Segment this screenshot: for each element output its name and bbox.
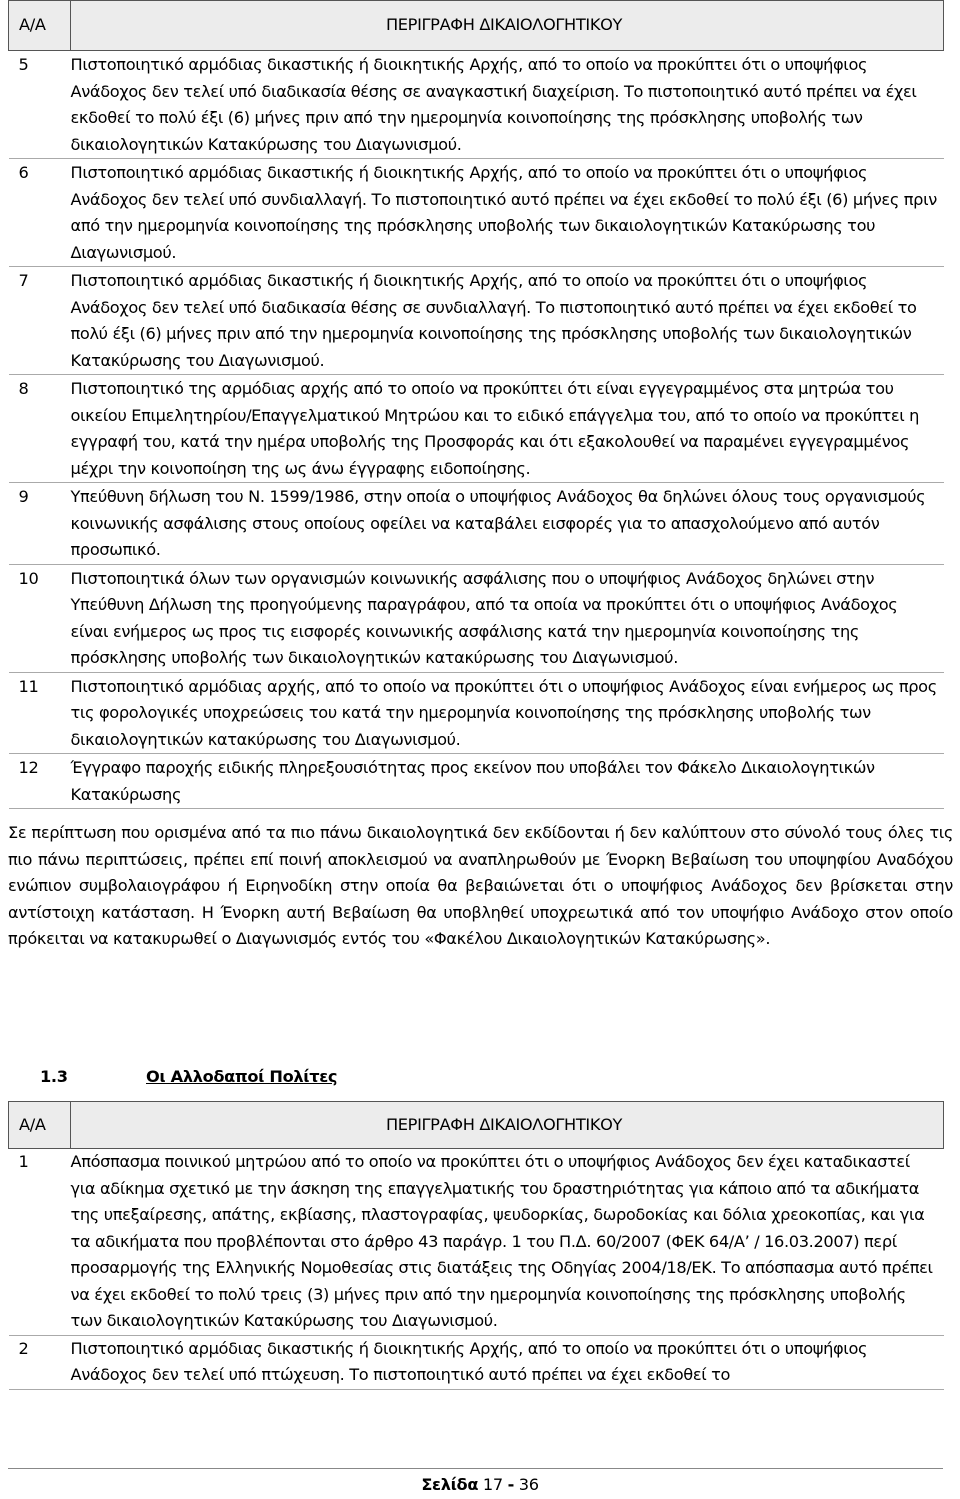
- page-separator: -: [507, 1475, 514, 1494]
- row-description: Πιστοποιητικό αρμόδιας δικαστικής ή διοικητικής Αρχής, από το οποίο να προκύπτει ότι ο υποψήφιος Ανάδοχος δεν τελεί υπό συνδιαλλαγή. Το πιστοποιητικό αυτό πρέπει να έχει εκδοθεί το πολύ έξι (6) μήνες πριν από την ημερομηνία κοινοποίησης της πρόσκλησης υποβολής των δικαιολογητικών Κατακύρωσης του Διαγωνισμού.: [71, 159, 944, 267]
- row-number: 1: [9, 1149, 71, 1336]
- table-header-row: [9, 1102, 944, 1149]
- row-description: Πιστοποιητικό της αρμόδιας αρχής από το οποίο να προκύπτει ότι είναι εγγεγραμμένος στα μητρώα του οικείου Επιμελητηρίου/Επαγγελματικού Μητρώου και το ειδικό επάγγελμα του, από το οποίο να προκύπτει η εγγραφή του, κατά την ημέρα υποβολής της Προσφοράς και ότι εξακολουθεί να παραμένει εγγεγραμμένος μέχρι την κοινοποίηση της ως άνω έγγραφης ειδοποίησης.: [71, 375, 944, 483]
- table-header-row: [9, 1, 944, 51]
- row-description: Έγγραφο παροχής ειδικής πληρεξουσιότητας προς εκείνον που υποβάλει τον Φάκελο Δικαιολογητικών Κατακύρωσης: [71, 754, 944, 809]
- row-number: 5: [9, 51, 71, 159]
- table-row: [9, 375, 944, 483]
- requirements-table: [8, 0, 944, 809]
- row-number: 6: [9, 159, 71, 267]
- table-row: [9, 1149, 944, 1336]
- row-number: 7: [9, 267, 71, 375]
- section-title: Οι Αλλοδαποί Πολίτες: [146, 1067, 338, 1086]
- row-description: Πιστοποιητικά όλων των οργανισμών κοινωνικής ασφάλισης που ο υποψήφιος Ανάδοχος δηλώνει στην Υπεύθυνη Δήλωση της προηγούμενης παραγράφου, από τα οποία να προκύπτει ότι ο υποψήφιος Ανάδοχος είναι ενήμερος ως προς τις εισφορές κοινωνικής ασφάλισης κατά την ημερομηνία κοινοποίησης της πρόσκλησης υποβολής των δικαιολογητικών κατακύρωσης του Διαγωνισμού.: [71, 564, 944, 672]
- row-number: 9: [9, 483, 71, 565]
- row-number: 8: [9, 375, 71, 483]
- row-number: 11: [9, 672, 71, 754]
- table-row: [9, 483, 944, 565]
- footer-divider: [8, 1468, 943, 1469]
- row-number: 10: [9, 564, 71, 672]
- section-number: 1.3: [40, 1067, 68, 1086]
- row-description: Πιστοποιητικό αρμόδιας δικαστικής ή διοικητικής Αρχής, από το οποίο να προκύπτει ότι ο υποψήφιος Ανάδοχος δεν τελεί υπό διαδικασία θέσης σε αναγκαστική διαχείριση. Το πιστοποιητικό αυτό πρέπει να έχει εκδοθεί το πολύ έξι (6) μήνες πριν από την ημερομηνία κοινοποίησης της πρόσκλησης υποβολής των δικαιολογητικών Κατακύρωσης του Διαγωνισμού.: [71, 51, 944, 159]
- header-num: Α/Α: [9, 1102, 71, 1149]
- row-description: Απόσπασμα ποινικού μητρώου από το οποίο να προκύπτει ότι ο υποψήφιος Ανάδοχος δεν έχει καταδικαστεί για αδίκημα σχετικό με την άσκηση της επαγγελματικής του δραστηριότητας για κάποιο από τα αδικήματα της υπεξαίρεσης, απάτης, εκβίασης, πλαστογραφίας, ψευδορκίας, δωροδοκίας και δόλια χρεοκοπίας, και για τα αδικήματα που προβλέπονται στο άρθρο 43 παράγρ. 1 του Π.Δ. 60/2007 (ΦΕΚ 64/Α’ / 16.03.2007) περί προσαρμογής της Ελληνικής Νομοθεσίας στις διατάξεις της Οδηγίας 2004/18/ΕΚ. Το απόσπασμα αυτό πρέπει να έχει εκδοθεί το πολύ τρεις (3) μήνες πριν από την ημερομηνία κοινοποίησης της πρόσκλησης υποβολής των δικαιολογητικών Κατακύρωσης του Διαγωνισμού.: [71, 1149, 944, 1336]
- row-description: Υπεύθυνη δήλωση του Ν. 1599/1986, στην οποία ο υποψήφιος Ανάδοχος θα δηλώνει όλους τους οργανισμούς κοινωνικής ασφάλισης στους οποίους οφείλει να καταβάλει εισφορές για το απασχολούμενο από αυτόν προσωπικό.: [71, 483, 944, 565]
- row-description: Πιστοποιητικό αρμόδιας δικαστικής ή διοικητικής Αρχής, από το οποίο να προκύπτει ότι ο υποψήφιος Ανάδοχος δεν τελεί υπό διαδικασία θέσης σε συνδιαλλαγή. Το πιστοποιητικό αυτό πρέπει να έχει εκδοθεί το πολύ έξι (6) μήνες πριν από την ημερομηνία κοινοποίησης της πρόσκλησης υποβολής των δικαιολογητικών Κατακύρωσης του Διαγωνισμού.: [71, 267, 944, 375]
- table-row: [9, 564, 944, 672]
- table-row: [9, 159, 944, 267]
- row-description: Πιστοποιητικό αρμόδιας δικαστικής ή διοικητικής Αρχής, από το οποίο να προκύπτει ότι ο υποψήφιος Ανάδοχος δεν τελεί υπό πτώχευση. Το πιστοποιητικό αυτό πρέπει να έχει εκδοθεί το: [71, 1335, 944, 1389]
- row-description: Πιστοποιητικό αρμόδιας αρχής, από το οποίο να προκύπτει ότι ο υποψήφιος Ανάδοχος είναι ενήμερος ως προς τις φορολογικές υποχρεώσεις του κατά την ημερομηνία κοινοποίησης της πρόσκλησης υποβολής των δικαιολογητικών κατακύρωσης του Διαγωνισμού.: [71, 672, 944, 754]
- table-row: [9, 51, 944, 159]
- note-paragraph: Σε περίπτωση που ορισμένα από τα πιο πάνω δικαιολογητικά δεν εκδίδονται ή δεν καλύπτουν στο σύνολό τους όλες τις πιο πάνω περιπτώσεις, πρέπει επί ποινή αποκλεισμού να αναπληρωθούν με Ένορκη Βεβαίωση του υποψηφίου Αναδόχου ενώπιον συμβολαιογράφου ή Ειρηνοδίκη στην οποία θα βεβαιώνεται ότι ο υποψήφιος Ανάδοχος δεν βρίσκεται στην αντίστοιχη κατάσταση. Η Ένορκη αυτή Βεβαίωση θα υποβληθεί υποχρεωτικά από τον υποψήφιο Ανάδοχο στον οποίο πρόκειται να κατακυρωθεί ο Διαγωνισμός εντός του «Φακέλου Δικαιολογητικών Κατακύρωσης».: [8, 823, 953, 948]
- foreign-citizens-table: [8, 1101, 944, 1390]
- page-label: Σελίδα: [421, 1475, 479, 1494]
- header-desc: ΠΕΡΙΓΡΑΦΗ ΔΙΚΑΙΟΛΟΓΗΤΙΚΟΥ: [71, 1, 944, 51]
- table-row: [9, 1335, 944, 1389]
- row-number: 2: [9, 1335, 71, 1389]
- table-row: [9, 672, 944, 754]
- page-footer: [0, 1472, 960, 1499]
- header-num: Α/Α: [9, 1, 71, 51]
- table-row: [9, 754, 944, 809]
- section-heading: [40, 1064, 337, 1091]
- page-current: 17: [482, 1475, 503, 1494]
- table-row: [9, 267, 944, 375]
- page-total: 36: [518, 1475, 539, 1494]
- header-desc: ΠΕΡΙΓΡΑΦΗ ΔΙΚΑΙΟΛΟΓΗΤΙΚΟΥ: [71, 1102, 944, 1149]
- row-number: 12: [9, 754, 71, 809]
